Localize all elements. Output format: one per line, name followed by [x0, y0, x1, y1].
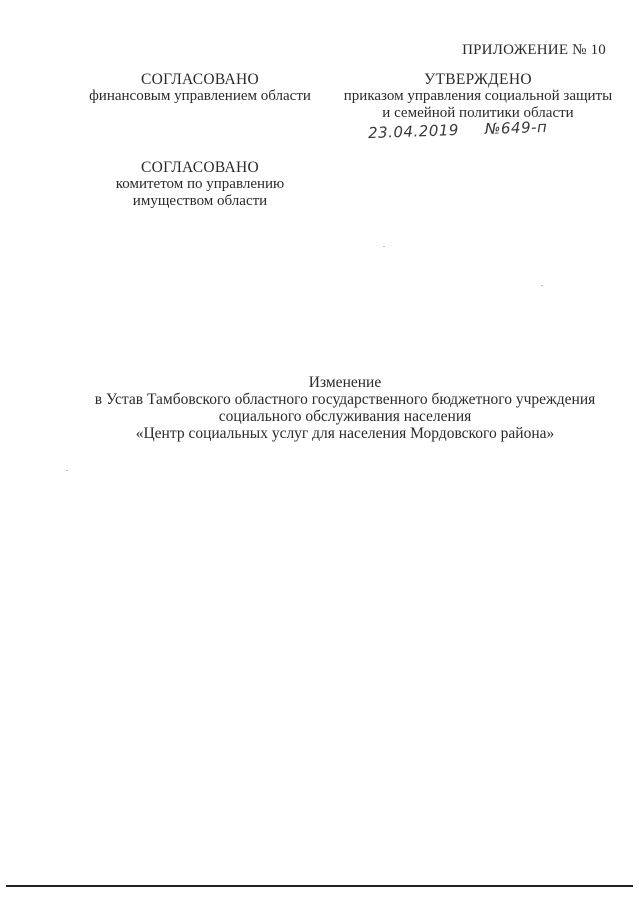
order-date: 23.04.2019	[367, 120, 460, 143]
approved-line-1: приказом управления социальной защиты	[343, 88, 613, 104]
scan-speck	[541, 285, 543, 286]
agreed-property-line-1: комитетом по управлению	[115, 176, 285, 192]
scan-speck	[383, 246, 385, 247]
document-title	[40, 374, 639, 442]
title-line-3: социального обслуживания населения	[218, 408, 472, 425]
title-line-2: в Устав Тамбовского областного государственного бюджетного учреждения	[94, 391, 596, 408]
approved-heading: УТВЕРЖДЕНО	[424, 71, 532, 88]
agreed-property-heading: СОГЛАСОВАНО	[140, 159, 260, 176]
agreed-property-block	[84, 159, 316, 210]
title-line-1: Изменение	[308, 374, 382, 391]
agreed-finance-block	[84, 71, 316, 105]
agreed-property-line-2: имуществом области	[132, 193, 268, 209]
page-bottom-edge	[6, 885, 633, 887]
scan-speck	[66, 470, 68, 471]
approved-line-2: и семейной политики области	[382, 105, 574, 121]
agreed-finance-heading: СОГЛАСОВАНО	[140, 71, 260, 88]
title-line-4: «Центр социальных услуг для населения Мордовского района»	[135, 425, 555, 442]
approved-block	[328, 71, 628, 122]
agreed-finance-line: финансовым управлением области	[89, 88, 311, 104]
order-number: №649-п	[484, 117, 548, 139]
appendix-label: ПРИЛОЖЕНИЕ № 10	[462, 42, 606, 58]
